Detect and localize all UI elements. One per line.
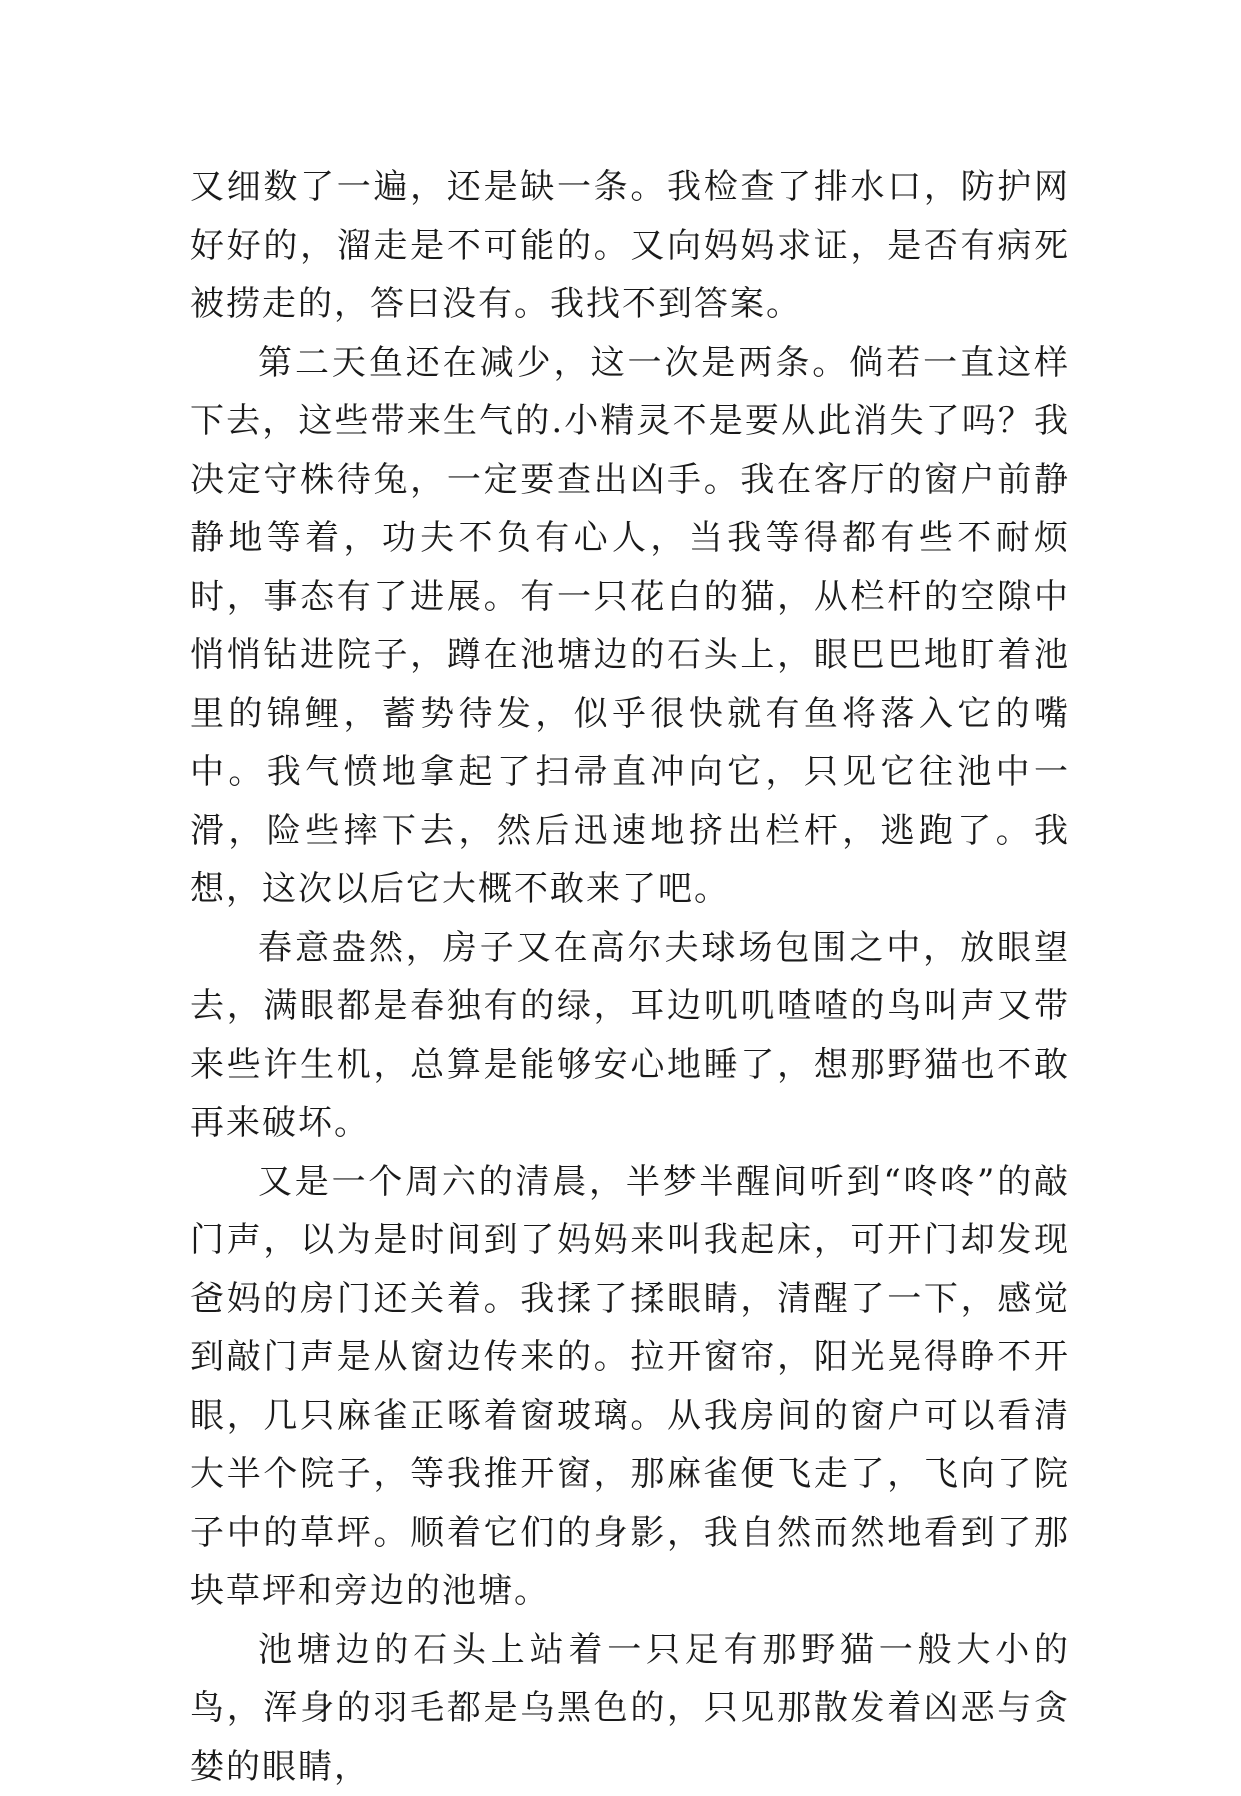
paragraph-1: 又细数了一遍，还是缺一条。我检查了排水口，防护网好好的，溜走是不可能的。又向妈妈求证，是否有病死被捞走的，答曰没有。我找不到答案。 [190, 158, 1070, 334]
paragraph-4: 又是一个周六的清晨，半梦半醒间听到“咚咚”的敲门声，以为是时间到了妈妈来叫我起床，可开门却发现爸妈的房门还关着。我揉了揉眼睛，清醒了一下，感觉到敲门声是从窗边传来的。拉开窗帘，阳光晃得睁不开眼，几只麻雀正啄着窗玻璃。从我房间的窗户可以看清大半个院子，等我推开窗，那麻雀便飞走了，飞向了院子中的草坪。顺着它们的身影，我自然而然地看到了那块草坪和旁边的池塘。 [190, 1153, 1070, 1621]
paragraph-3: 春意盎然，房子又在高尔夫球场包围之中，放眼望去，满眼都是春独有的绿，耳边叽叽喳喳的鸟叫声又带来些许生机，总算是能够安心地睡了，想那野猫也不敢再来破坏。 [190, 919, 1070, 1153]
paragraph-5: 池塘边的石头上站着一只足有那野猫一般大小的鸟，浑身的羽毛都是乌黑色的，只见那散发着凶恶与贪婪的眼睛， [190, 1621, 1070, 1796]
paragraph-2: 第二天鱼还在减少，这一次是两条。倘若一直这样下去，这些带来生气的.小精灵不是要从此消失了吗？我决定守株待兔，一定要查出凶手。我在客厅的窗户前静静地等着，功夫不负有心人，当我等得都有些不耐烦时，事态有了进展。有一只花白的猫，从栏杆的空隙中悄悄钻进院子，蹲在池塘边的石头上，眼巴巴地盯着池里的锦鲤，蓄势待发，似乎很快就有鱼将落入它的嘴中。我气愤地拿起了扫帚直冲向它，只见它往池中一滑，险些摔下去，然后迅速地挤出栏杆，逃跑了。我想，这次以后它大概不敢来了吧。 [190, 334, 1070, 919]
body-text [190, 158, 1070, 1796]
